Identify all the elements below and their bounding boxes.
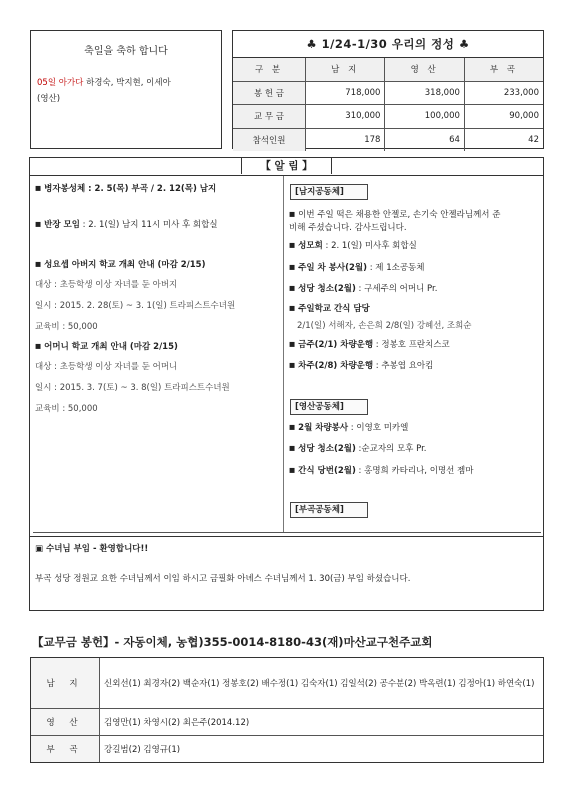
notice-label: 차주(2/8) 차량운행 <box>298 361 374 371</box>
notice-cleaning <box>289 283 437 295</box>
contribution-names: 신외선(1) 최경자(2) 백순자(1) 정봉호(2) 배수정(1) 김숙자(1) 김일석(2) 공수분(2) 박옥련(1) 김정아(1) 하연숙(1) <box>100 658 544 708</box>
notice-leaders-meeting <box>35 219 218 231</box>
offering-row <box>233 81 543 105</box>
notices-header: 【 알 림 】 <box>241 158 331 174</box>
notice-cleaning <box>289 443 427 455</box>
column-divider <box>283 176 284 532</box>
feast-saint: 아가다 <box>58 78 84 88</box>
contribution-names: 김영만(1) 차영시(2) 최은주(2014.12) <box>100 708 544 735</box>
notice-label: 성당 청소(2월) <box>298 284 356 294</box>
offering-header-cell: 부 곡 <box>464 58 543 81</box>
contribution-names: 강길범(2) 김영규(1) <box>100 735 544 762</box>
nun-title: ▣ 수녀님 부임 - 환영합니다!! <box>35 544 149 554</box>
feast-day-title: 축일을 축하 합니다 <box>84 46 168 57</box>
offering-cell: 718,000 <box>306 81 385 105</box>
notice-text: 일시 : 2015. 3. 7(토) ~ 3. 8(일) 트라피스트수녀원 <box>35 383 230 393</box>
feast-names: 하경숙, 박지현, 이세아 <box>86 78 171 88</box>
nun-announcement-box <box>29 536 544 611</box>
notice-label: 성당 청소(2월) <box>298 444 356 454</box>
row-divider <box>33 532 541 533</box>
offering-cell: 310,000 <box>306 105 385 129</box>
notice-text: :순교자의 모후 Pr. <box>355 444 427 454</box>
notice-text: : 제 1소공동체 <box>367 263 425 273</box>
section-namji: [남지공동체] <box>290 184 368 200</box>
notice-text: 비해 주셨습니다. 감사드립니다. <box>289 223 407 233</box>
offering-cell: 178 <box>306 128 385 151</box>
offering-header-cell: 영 산 <box>385 58 464 81</box>
offering-title: ♣ 1/24-1/30 우리의 정성 ♣ <box>233 31 543 58</box>
feast-date: 05일 <box>37 78 57 88</box>
offering-cell: 42 <box>464 128 543 151</box>
notice-text: 교육비 : 50,000 <box>35 404 98 414</box>
section-bugok: [부곡공동체] <box>290 502 368 518</box>
nun-body: 부곡 성당 정원교 요한 수녀님께서 이임 하시고 금필화 아녜스 수녀님께서 1. 30(금) 부임 하셨습니다. <box>35 574 411 584</box>
notice-snack-duty <box>289 465 473 477</box>
feast-day-line <box>37 75 215 107</box>
notice-text: 대상 : 초등학생 이상 자녀를 둔 어머니 <box>35 362 178 372</box>
notice-text: : 홍명희 카타리나, 이명선 젬마 <box>355 466 474 476</box>
notice-text: : 추봉엽 요아킴 <box>373 361 434 371</box>
offering-cell: 233,000 <box>464 81 543 105</box>
notice-text: : 2. 1(일) 남지 11시 미사 후 회합실 <box>79 220 218 230</box>
notice-father-school: ■ 성요셉 아버지 학교 개최 안내 (마감 2/15) <box>35 259 205 271</box>
notice-text: 교육비 : 50,000 <box>35 322 98 332</box>
offering-row-label: 봉 헌 금 <box>233 81 306 105</box>
notice-text: 2/1(일) 서해자, 손은희 2/8(일) 강혜선, 조희순 <box>297 321 472 331</box>
contribution-box <box>30 657 544 763</box>
notice-sunday-tea <box>289 262 424 274</box>
offering-cell: 318,000 <box>385 81 464 105</box>
notice-mothers-assoc <box>289 240 417 252</box>
notice-label: 금주(2/1) 차량운행 <box>298 340 374 350</box>
contribution-label: 남 지 <box>31 658 100 708</box>
notice-text: : 2. 1(일) 미사후 회합실 <box>322 241 417 251</box>
offering-cell: 100,000 <box>385 105 464 129</box>
notice-sunday-school-snack: ■ 주일학교 간식 담당 <box>289 303 370 315</box>
offering-cell: 64 <box>385 128 464 151</box>
contribution-label: 부 곡 <box>31 735 100 762</box>
offering-row-label: 교 무 금 <box>233 105 306 129</box>
offering-row-label: 참석인원 <box>233 128 306 151</box>
contribution-title: 【교무금 봉헌】- 자동이체, 농협)355-0014-8180-43(재)마산교구천주교회 <box>32 635 433 649</box>
notice-text: 일시 : 2015. 2. 28(토) ~ 3. 1(일) 트라피스트수녀원 <box>35 301 236 311</box>
section-yeongsan: [영산공동체] <box>290 399 368 415</box>
offering-box <box>232 30 544 149</box>
notice-mother-school: ■ 어머니 학교 개최 안내 (마감 2/15) <box>35 341 178 353</box>
contribution-row <box>31 658 543 708</box>
notice-text: : 정봉호 프란치스코 <box>373 340 450 350</box>
notice-label: 주일 차 봉사(2월) <box>298 263 368 273</box>
offering-row <box>233 105 543 129</box>
contribution-label: 영 산 <box>31 708 100 735</box>
offering-header-cell: 구 분 <box>233 58 306 81</box>
notice-label: 간식 당번(2월) <box>298 466 356 476</box>
notice-label: 반장 모임 <box>44 220 80 230</box>
notice-text: 대상 : 초등학생 이상 자녀를 둔 아버지 <box>35 280 178 290</box>
offering-table <box>233 58 543 151</box>
feast-day-box <box>30 30 222 149</box>
notice-text: : 이영호 미카엘 <box>348 423 409 433</box>
offering-header-row <box>233 58 543 81</box>
notice-label: 2월 차량봉사 <box>298 423 349 433</box>
notice-vehicle-this-week <box>289 339 450 351</box>
notice-rice-cake: ■ 이번 주일 떡은 채용한 안젤로, 손기숙 안젤라님께서 준 <box>289 209 500 221</box>
notice-vehicle-service <box>289 422 408 434</box>
notices-header-bar <box>30 158 543 176</box>
offering-row <box>233 128 543 151</box>
offering-cell: 90,000 <box>464 105 543 129</box>
notice-label: 성모회 <box>298 241 323 251</box>
notice-text: : 구세주의 어머니 Pr. <box>355 284 438 294</box>
contribution-row <box>31 735 543 762</box>
notice-vehicle-next-week <box>289 360 433 372</box>
feast-names-cont: (영산) <box>37 94 61 104</box>
offering-header-cell: 남 지 <box>306 58 385 81</box>
notice-sick-communion: ■ 병자봉성체 : 2. 5(목) 부곡 / 2. 12(목) 남지 <box>35 183 216 195</box>
contribution-table <box>31 658 543 762</box>
contribution-row <box>31 708 543 735</box>
